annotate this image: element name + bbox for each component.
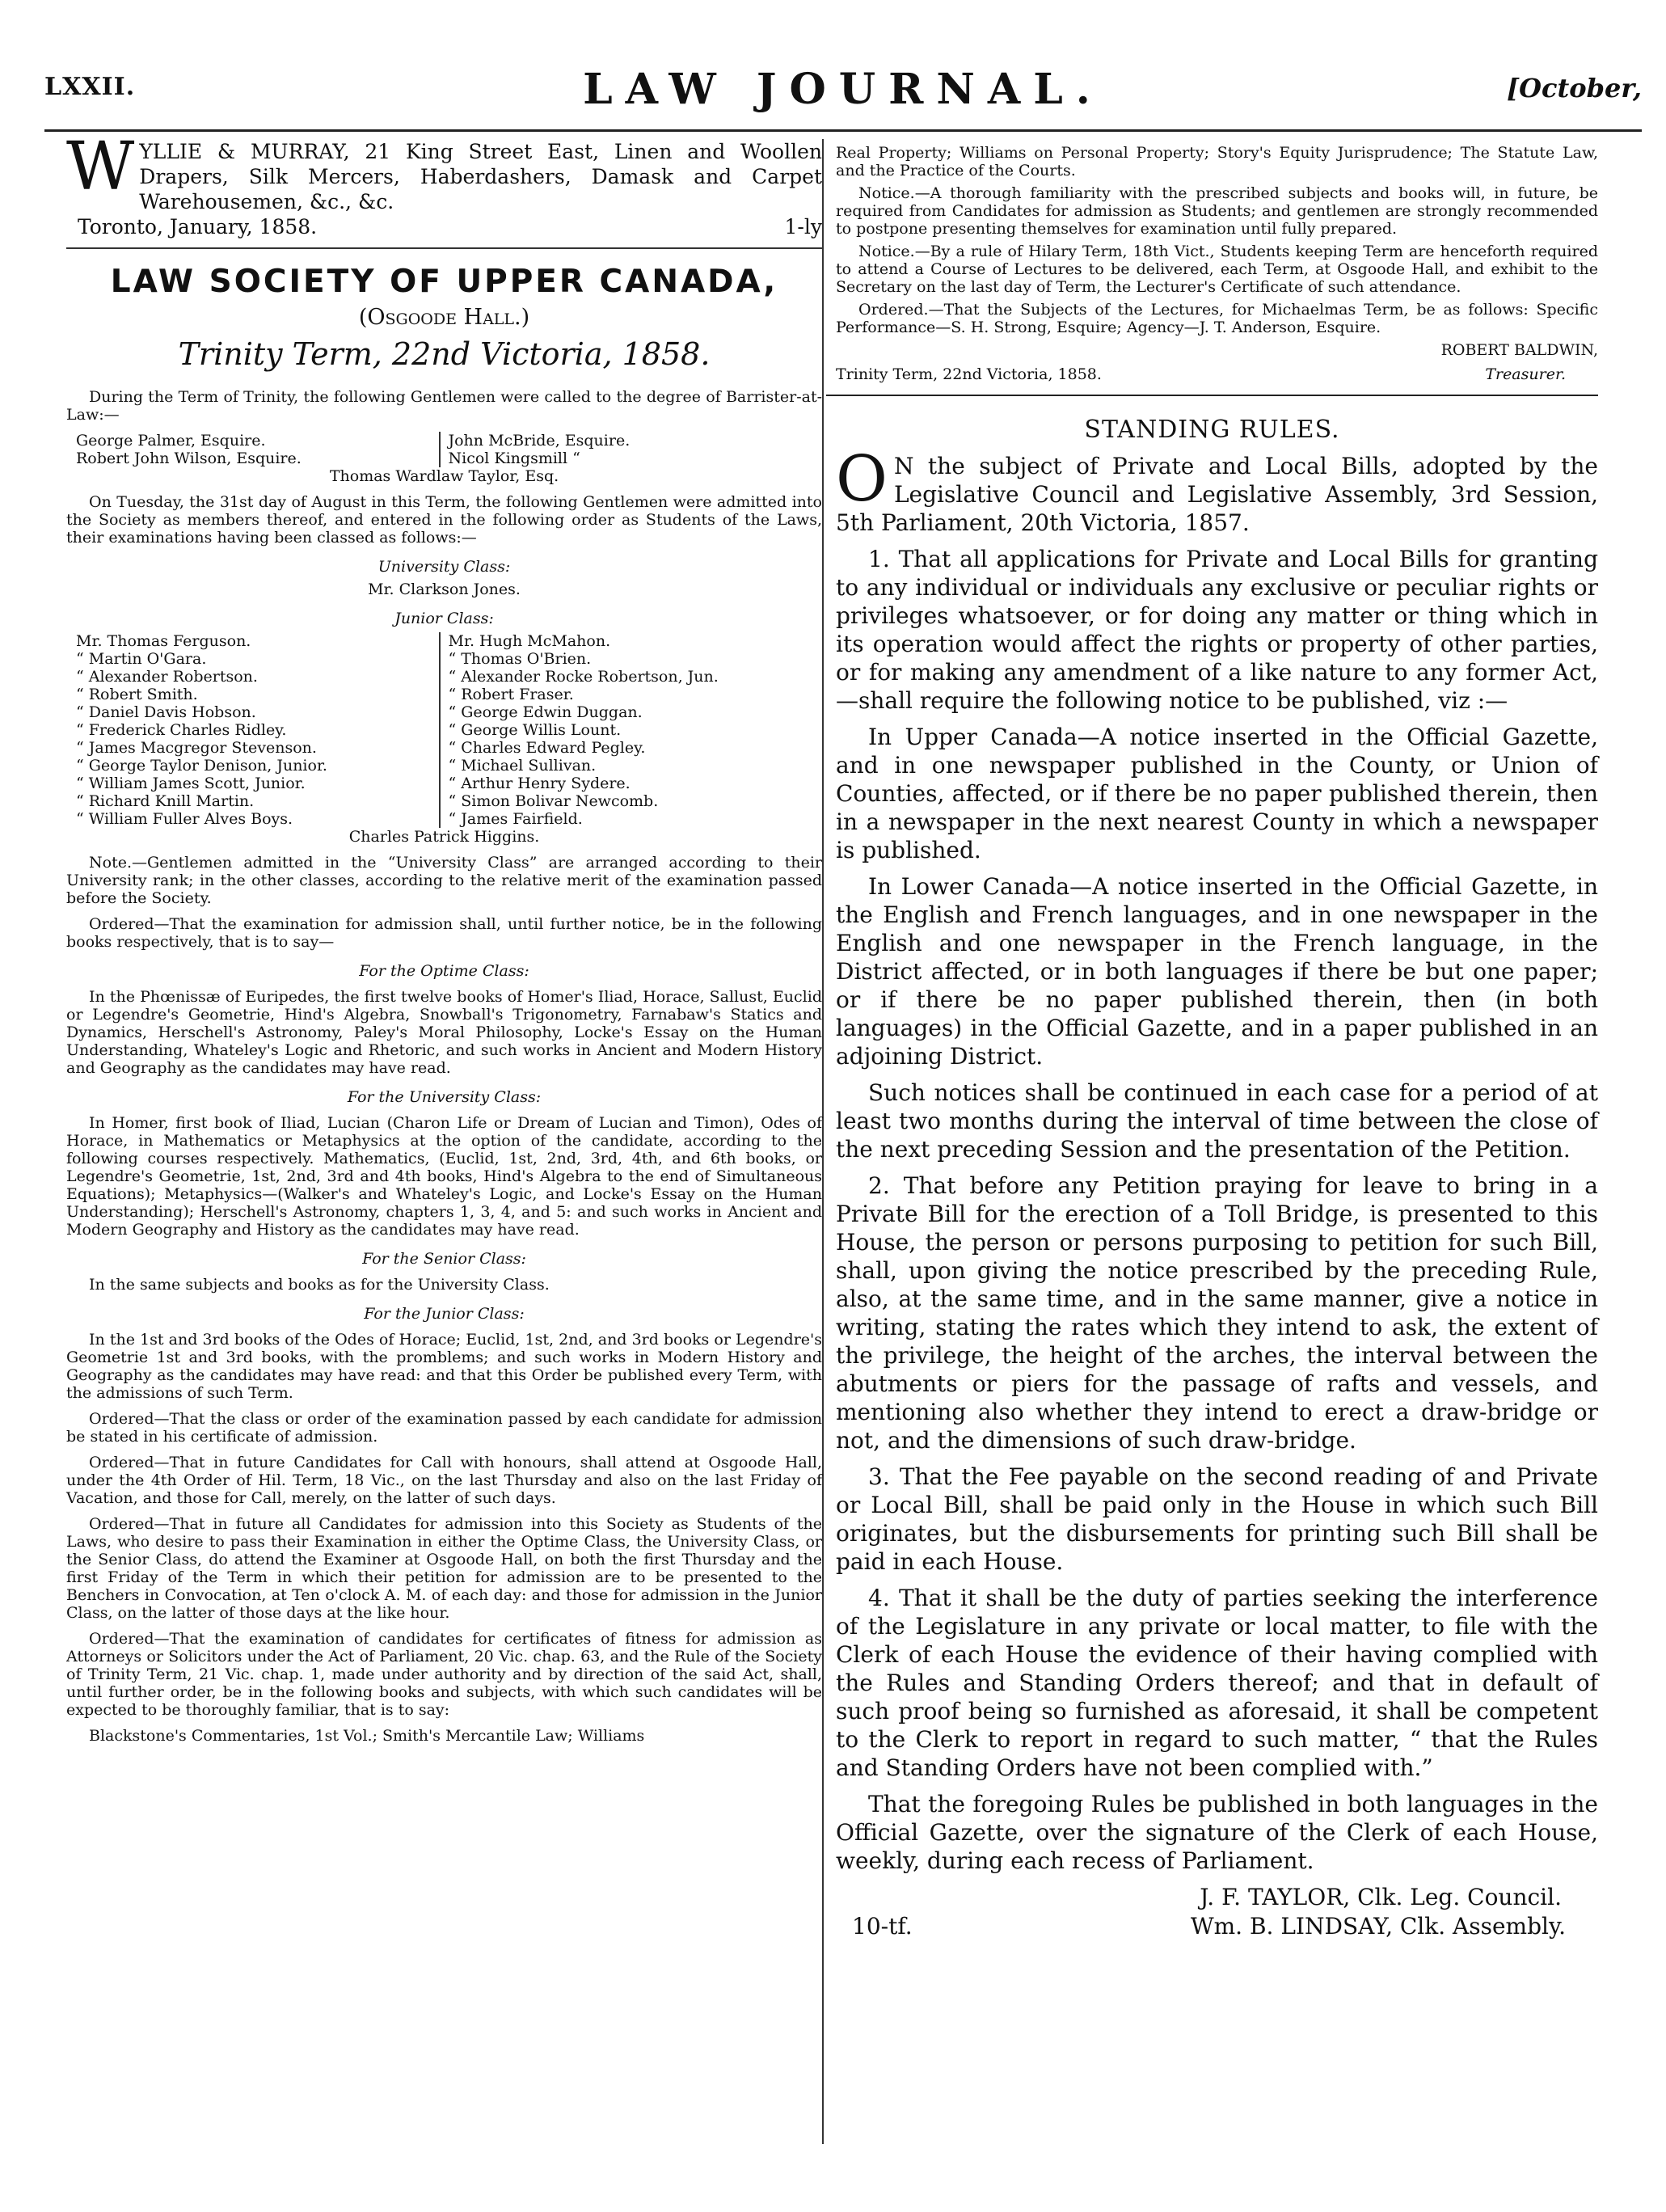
clerk-signatures xyxy=(826,1883,1598,1948)
junior-exam-heading: For the Junior Class: xyxy=(364,1305,525,1323)
list-item: “ Robert Smith. xyxy=(76,686,198,703)
list-item: Mr. Hugh McMahon. xyxy=(448,632,611,650)
page-number: LXXII. xyxy=(44,73,136,101)
signature-date: Trinity Term, 22nd Victoria, 1858. xyxy=(836,365,1102,383)
list-item: “ Thomas O'Brien. xyxy=(448,650,592,668)
ordered-class: Ordered—That the class or order of the examination passed by each candidate for admission be stated in his certificate of admission. xyxy=(66,1410,822,1446)
treasurer-signature-row xyxy=(826,365,1598,383)
such-notices: Such notices shall be continued in each case for a period of at least two months during the interval of time between the close of the next preceding Session and the presentation of the Petition. xyxy=(836,1079,1598,1163)
orders-section xyxy=(66,854,822,1745)
notice-paragraph: Notice.—By a rule of Hilary Term, 18th Vict., Students keeping Term are henceforth required to attend a Course of Lectures to be delivered, each Term, at Osgoode Hall, and exhibit to the Secretary on the last day of Term, the Lecturer's Certificate of such attendance. xyxy=(836,243,1598,296)
optime-text: In the Phœnissæ of Euripedes, the first twelve books of Homer's Iliad, Horace, Sallust, Euclid or Legendre's Geometrie, Hind's Algebra, Snowball's Trigonometry, Farnabaw's Statics and Dynamics, Herschell's Astronomy, Paley's Moral Philosophy, Locke's Essay on the Human Understanding, Whateley's Logic and Rhetoric, and such works in Ancient and Modern History and Geography as the candidates may have read. xyxy=(66,988,822,1077)
rule-4: 4. That it shall be the duty of parties seeking the interference of the Legislature in any private or local matter, to file with the Clerk of each House the evidence of their having complied with the Rules and Standing Orders thereof; and that in default of such proof being so furnished as aforesaid, it shall be competent to the Clerk to report in regard to such matter, “ that the Rules and Standing Orders have not been complied with.” xyxy=(836,1585,1598,1781)
junior-class-heading: Junior Class: xyxy=(394,610,494,627)
left-column xyxy=(66,129,822,1753)
list-item: “ Martin O'Gara. xyxy=(76,650,207,668)
list-item: George Palmer, Esquire. xyxy=(76,432,266,450)
header-rule xyxy=(44,129,1642,132)
ordered-students: Ordered—That in future all Candidates for admission into this Society as Students of the Laws, who desire to pass their Examination in either the Optime Class, the University Class, or the Senior Class, do attend the Examiner at Osgoode Hall, on both the first Thursday and the first Friday of the Term in which their petition for admission are to be presented to the Benchers in Convocation, at Ten o'clock A. M. of each day: and those for admission in the Junior Class, on the latter of those days at the like hour. xyxy=(66,1515,822,1622)
list-item: “ Arthur Henry Sydere. xyxy=(448,775,631,792)
journal-title: LAW JOURNAL. xyxy=(583,65,1103,114)
ad-footer xyxy=(66,214,822,239)
rule xyxy=(826,395,1598,396)
list-item: John McBride, Esquire. xyxy=(448,432,631,450)
ordered-attorneys: Ordered—That the examination of candidates for certificates of fitness for admission as Attorneys or Solicitors under the Act of Parliament, 20 Vic. chap. 63, and the Rule of the Society of Trinity Term, 21 Vic. chap. 1, made under authority and by direction of the said Act, shall, until further order, be in the following books and subjects, with which such candidates will be expected to be thoroughly familiar, that is to say: xyxy=(66,1630,822,1719)
list-item: “ William James Scott, Junior. xyxy=(76,775,306,792)
list-item: “ George Willis Lount. xyxy=(448,721,622,739)
header-month: [October, xyxy=(1506,73,1642,103)
univ-text: In Homer, first book of Iliad, Lucian (Charon Life or Dream of Lucian and Timon), Odes of Horace, in Mathematics or Metaphysics at the option of the candidate, according to the following courses respectively. Mathematics, (Euclid, 1st, 2nd, 3rd, 4th, and 6th books, or Legendre's Geometrie, 1st, 2nd, 3rd and 4th books, Hind's Algebra to the end of Simultaneous Equations); Metaphysics—(Walker's and Whateley's Logic, and Locke's Essay on the Human Understanding); Herschell's Astronomy, chapters 1, 3, 4, and 5: and such works in Ancient and Modern Geography and History as the candidates may have read. xyxy=(66,1114,822,1239)
rule-2: 2. That before any Petition praying for leave to bring in a Private Bill for the erection of a Toll Bridge, is presented to this House, the person or persons purposing to petition for such Bill, shall, upon giving the notice prescribed by the preceding Rule, also, at the same time, and in the same manner, give a notice in writing, stating the rates which they intend to ask, the extent of the privilege, the height of the arches, the interval between the abutments or piers for the passage of rafts and vessels, and mentioning also whether they intend to erect a draw-bridge or not, and the dimensions of such draw-bridge. xyxy=(836,1172,1598,1454)
ordered-lectures: Ordered.—That the Subjects of the Lectures, for Michaelmas Term, be as follows: Specific Performance—S. H. Strong, Esquire; Agency—J. T. Anderson, Esquire. xyxy=(836,301,1598,336)
right-column xyxy=(826,139,1598,1948)
list-item: “ George Taylor Denison, Junior. xyxy=(76,757,327,775)
rule-3: 3. That the Fee payable on the second reading of and Private or Local Bill, shall be paid only in the House in which such Bill originates, but the disbursements for printing such Bill shall be paid in each House. xyxy=(836,1463,1598,1575)
university-class-heading: University Class: xyxy=(377,558,511,576)
list-item: “ James Macgregor Stevenson. xyxy=(76,739,317,757)
senior-text: In the same subjects and books as for the University Class. xyxy=(89,1276,550,1294)
foregoing-rules: That the foregoing Rules be published in both languages in the Official Gazette, over the signature of the Clerk of each House, weekly, during each recess of Parliament. xyxy=(836,1791,1598,1874)
advertisement xyxy=(66,129,822,239)
list-item: “ George Edwin Duggan. xyxy=(448,703,643,721)
list-item: “ James Fairfield. xyxy=(448,810,583,828)
upper-canada-rule: In Upper Canada—A notice inserted in the Official Gazette, and in one newspaper published in the County, or Union of Counties, affected, or if there be no paper published therein, then in a newspaper in the next nearest County in which a newspaper is published. xyxy=(836,724,1598,863)
list-item: “ Frederick Charles Ridley. xyxy=(76,721,287,739)
list-item: “ Alexander Rocke Robertson, Jun. xyxy=(448,668,719,686)
admitted-section xyxy=(66,493,822,547)
notice-paragraph: Notice.—A thorough familiarity with the prescribed subjects and books will, in future, be required from Candidates for admission as Students; and gentlemen are strongly recommended to postpone presenting themselves for examination until fully prepared. xyxy=(836,184,1598,238)
signature-council: J. F. TAYLOR, Clk. Leg. Council. xyxy=(1200,1884,1562,1910)
list-item: Mr. Clarkson Jones. xyxy=(368,580,521,598)
optime-heading: For the Optime Class: xyxy=(359,962,529,980)
column-divider xyxy=(822,139,824,2144)
list-item: “ Alexander Robertson. xyxy=(76,668,258,686)
list-item: “ William Fuller Alves Boys. xyxy=(76,810,293,828)
list-item: “ Daniel Davis Hobson. xyxy=(76,703,256,721)
list-item: “ Robert Fraser. xyxy=(448,686,574,703)
signature-assembly: Wm. B. LINDSAY, Clk. Assembly. xyxy=(1190,1913,1566,1940)
society-subtitle: (Osgoode Hall.) xyxy=(358,305,530,330)
list-item: “ Simon Bolivar Newcomb. xyxy=(448,792,659,810)
rule xyxy=(66,247,822,249)
treasurer-name: ROBERT BALDWIN, xyxy=(1440,341,1598,359)
ad-date: Toronto, January, 1858. xyxy=(78,215,318,239)
ordered-exam: Ordered—That the examination for admission shall, until further notice, be in the following books respectively, that is to say— xyxy=(66,915,822,951)
ad-dropcap: W xyxy=(66,129,135,205)
list-item: “ Richard Knill Martin. xyxy=(76,792,255,810)
standing-rules-title: STANDING RULES. xyxy=(1084,416,1340,444)
list-item: “ Michael Sullivan. xyxy=(448,757,597,775)
univ-heading: For the University Class: xyxy=(347,1088,542,1106)
standing-rules-intro: O N the subject of Private and Local Bills, adopted by the Legislative Council and Legislative Assembly, 3rd Session, 5th Parliament, 20th Victoria, 1857. xyxy=(836,443,1598,536)
standing-rules-body xyxy=(826,443,1598,1875)
lower-canada-rule: In Lower Canada—A notice inserted in the Official Gazette, in the English and French languages, and in one newspaper in the English and one newspaper in the French language, in the District affected, or in both languages if there be but one paper; or if there be no paper published therein, then (in both languages) in the Official Gazette, and in a paper published in an adjoining District. xyxy=(836,873,1598,1070)
junior-class-list xyxy=(66,632,822,828)
list-item: Thomas Wardlaw Taylor, Esq. xyxy=(329,467,559,485)
junior-exam-text: In the 1st and 3rd books of the Odes of Horace; Euclid, 1st, 2nd, and 3rd books or Legendre's Geometrie 1st and 3rd books, with the promblems; and such works in Modern History and Geography as the candidates may have read: and that this Order be published every Term, with the admissions of such Term. xyxy=(66,1331,822,1402)
society-term: Trinity Term, 22nd Victoria, 1858. xyxy=(178,336,711,372)
treasurer-title: Treasurer. xyxy=(1485,365,1566,383)
continued-text: Real Property; Williams on Personal Property; Story's Equity Jurisprudence; The Statute Law, and the Practice of the Courts. xyxy=(836,144,1598,179)
list-item: Nicol Kingsmill “ xyxy=(448,450,580,467)
page-header xyxy=(44,66,1642,123)
note-paragraph: Note.—Gentlemen admitted in the “University Class” are arranged according to their University rank; in the other classes, according to the relative merit of the examination passed before the Society. xyxy=(66,854,822,907)
society-title: LAW SOCIETY OF UPPER CANADA, xyxy=(110,264,778,300)
books-line: Blackstone's Commentaries, 1st Vol.; Smith's Mercantile Law; Williams xyxy=(89,1727,645,1745)
barrister-list xyxy=(66,432,822,467)
list-item: Robert John Wilson, Esquire. xyxy=(76,450,302,467)
called-section xyxy=(66,388,822,424)
ad-text: YLLIE & MURRAY, 21 King Street East, Linen and Woollen Drapers, Silk Mercers, Haberdashers, Damask and Carpet Warehousemen, &c., &c. xyxy=(139,140,822,213)
rule-1: 1. That all applications for Private and Local Bills for granting to any individual or individuals any exclusive or peculiar rights or privileges whatsoever, or for doing any matter or thing which in its operation would affect the rights or property of other parties, or for making any amendment of a like nature to any former Act,—shall require the following notice to be published, viz :— xyxy=(836,546,1598,714)
senior-heading: For the Senior Class: xyxy=(362,1250,526,1268)
list-item: Mr. Thomas Ferguson. xyxy=(76,632,251,650)
list-item: Charles Patrick Higgins. xyxy=(348,828,540,846)
intro-admitted: On Tuesday, the 31st day of August in this Term, the following Gentlemen were admitted into the Society as members thereof, and entered in the following order as Students of the Laws, their examinations having been classed as follows:— xyxy=(66,493,822,547)
ad-code: 1-ly xyxy=(784,215,822,239)
signature-code: 10-tf. xyxy=(852,1913,913,1940)
ordered-honours: Ordered—That in future Candidates for Call with honours, shall attend at Osgoode Hall, under the 4th Order of Hil. Term, 18 Vic., on the last Thursday and also on the last Friday of Vacation, and those for Call, merely, on the latter of such days. xyxy=(66,1454,822,1507)
rules-dropcap: O xyxy=(836,443,888,516)
continued-notices xyxy=(826,144,1598,336)
list-item: “ Charles Edward Pegley. xyxy=(448,739,646,757)
intro-called: During the Term of Trinity, the following Gentlemen were called to the degree of Barrister-at-Law:— xyxy=(66,388,822,424)
